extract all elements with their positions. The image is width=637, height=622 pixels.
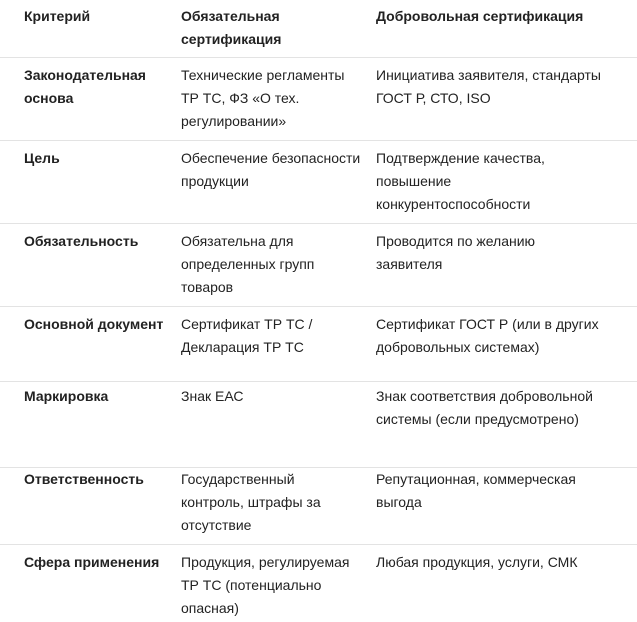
row-criterion: Цель — [24, 150, 60, 166]
table-row — [0, 468, 637, 545]
row-mandatory: Знак ЕАС — [181, 388, 244, 404]
row-mandatory: Государственный контроль, штрафы за отсутствие — [181, 471, 321, 533]
row-mandatory: Технические регламенты ТР ТС, ФЗ «О тех. регулировании» — [181, 67, 345, 129]
row-criterion: Законодательная основа — [24, 67, 146, 106]
table-row — [0, 147, 637, 224]
header-criterion: Критерий — [24, 8, 91, 24]
row-voluntary: Любая продукция, услуги, СМК — [376, 554, 578, 570]
row-voluntary: Репутационная, коммерческая выгода — [376, 471, 576, 510]
header-mandatory: Обязательная сертификация — [181, 8, 282, 47]
table-row — [0, 313, 637, 382]
table-row — [0, 64, 637, 141]
row-voluntary: Проводится по желанию заявителя — [376, 233, 536, 272]
row-voluntary: Подтверждение качества, повышение конкурентоспособности — [376, 150, 545, 212]
header-voluntary: Добровольная сертификация — [376, 8, 584, 24]
row-mandatory: Сертификат ТР ТС / Декларация ТР ТС — [181, 316, 313, 355]
row-mandatory: Обеспечение безопасности продукции — [181, 150, 361, 189]
row-criterion: Ответственность — [24, 471, 144, 487]
row-mandatory: Продукция, регулируемая ТР ТС (потенциально опасная) — [181, 554, 350, 616]
row-criterion: Сфера применения — [24, 554, 160, 570]
row-voluntary: Сертификат ГОСТ Р (или в других добровольных системах) — [376, 316, 599, 355]
table-row — [0, 230, 637, 307]
row-voluntary: Знак соответствия добровольной системы (если предусмотрено) — [376, 388, 593, 427]
table-header-row — [0, 5, 637, 58]
row-criterion: Основной документ — [24, 316, 164, 332]
table-row — [0, 551, 637, 621]
row-voluntary: Инициатива заявителя, стандарты ГОСТ Р, СТО, ISO — [376, 67, 601, 106]
row-mandatory: Обязательна для определенных групп товаров — [181, 233, 315, 295]
table-row — [0, 385, 637, 468]
row-criterion: Маркировка — [24, 388, 109, 404]
row-criterion: Обязательность — [24, 233, 139, 249]
